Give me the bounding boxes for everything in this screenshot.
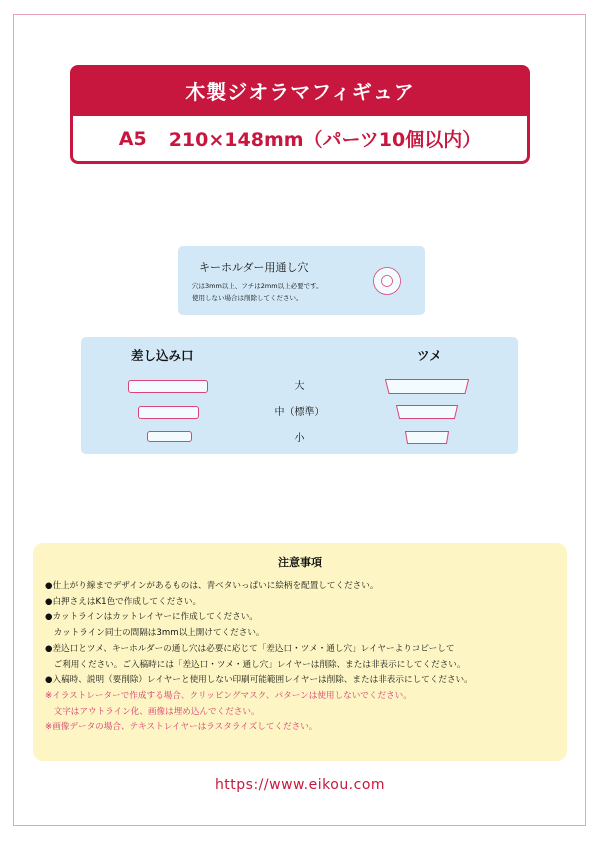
tab-shape-large: [385, 379, 469, 394]
precaution-item: ご利用ください。ご入稿時には「差込口・ツメ・通し穴」レイヤーは削除、または非表示にしてください。: [45, 659, 466, 670]
size-label-medium: 中（標準）: [274, 407, 325, 418]
tab-slot-panel: [81, 337, 518, 454]
product-title: 木製ジオラマフィギュア: [70, 65, 530, 116]
keyholder-note-line: 使用しない場合は削除してください。: [192, 294, 303, 302]
slot-shape-small: [147, 431, 192, 442]
keyholder-notes: [192, 280, 323, 304]
warning-item: 文字はアウトライン化、画像は埋め込んでください。: [45, 706, 260, 717]
warning-item: ※画像データの場合、テキストレイヤーはラスタライズしてください。: [45, 722, 318, 733]
paper-spec: 210×148mm（パーツ10個以内）: [168, 129, 482, 151]
precaution-item: ●差込口とツメ、キーホルダーの通し穴は必要に応じて「差込口・ツメ・通し穴」レイヤーよりコピーして: [45, 643, 455, 654]
size-label-large: 大: [294, 381, 305, 392]
precautions-panel: [33, 543, 567, 761]
precautions-list: [45, 579, 565, 736]
paper-format: A5: [118, 127, 147, 150]
keyholder-hole-panel: [178, 246, 425, 315]
precaution-item: ●カットラインはカットレイヤーに作成してください。: [45, 612, 258, 623]
slot-column-title: 差し込み口: [131, 348, 194, 363]
product-spec-bar: [70, 116, 530, 164]
keyholder-note-line: 穴は3mm以上、フチは2mm以上必要です。: [192, 282, 323, 290]
precaution-item: ●仕上がり線までデザインがあるものは、青ベタいっぱいに絵柄を配置してください。: [45, 581, 379, 591]
precaution-item: ●白押さえはK1色で作成してください。: [45, 596, 202, 607]
slot-shape-large: [128, 380, 208, 393]
tab-shape-small: [405, 431, 449, 444]
keyholder-hole-icon: [372, 266, 402, 296]
slot-shape-medium: [138, 406, 199, 419]
website-link[interactable]: https://www.eikou.com: [214, 777, 386, 793]
keyholder-title: キーホルダー用通し穴: [199, 261, 309, 274]
tab-shape-medium: [396, 405, 458, 419]
precaution-item: ●入稿時、説明（要削除）レイヤーと使用しない印刷可能範囲レイヤーは削除、または非表示にしてください。: [45, 675, 473, 686]
precaution-item: カットライン同士の間隔は3mm以上開けてください。: [45, 628, 265, 639]
product-header: [70, 65, 530, 165]
precautions-heading: 注意事項: [278, 556, 322, 569]
tab-column-title: ツメ: [417, 348, 442, 363]
warning-item: ※イラストレーターで作成する場合、クリッピングマスク、パターンは使用しないでください。: [45, 690, 412, 701]
size-label-small: 小: [294, 433, 305, 444]
